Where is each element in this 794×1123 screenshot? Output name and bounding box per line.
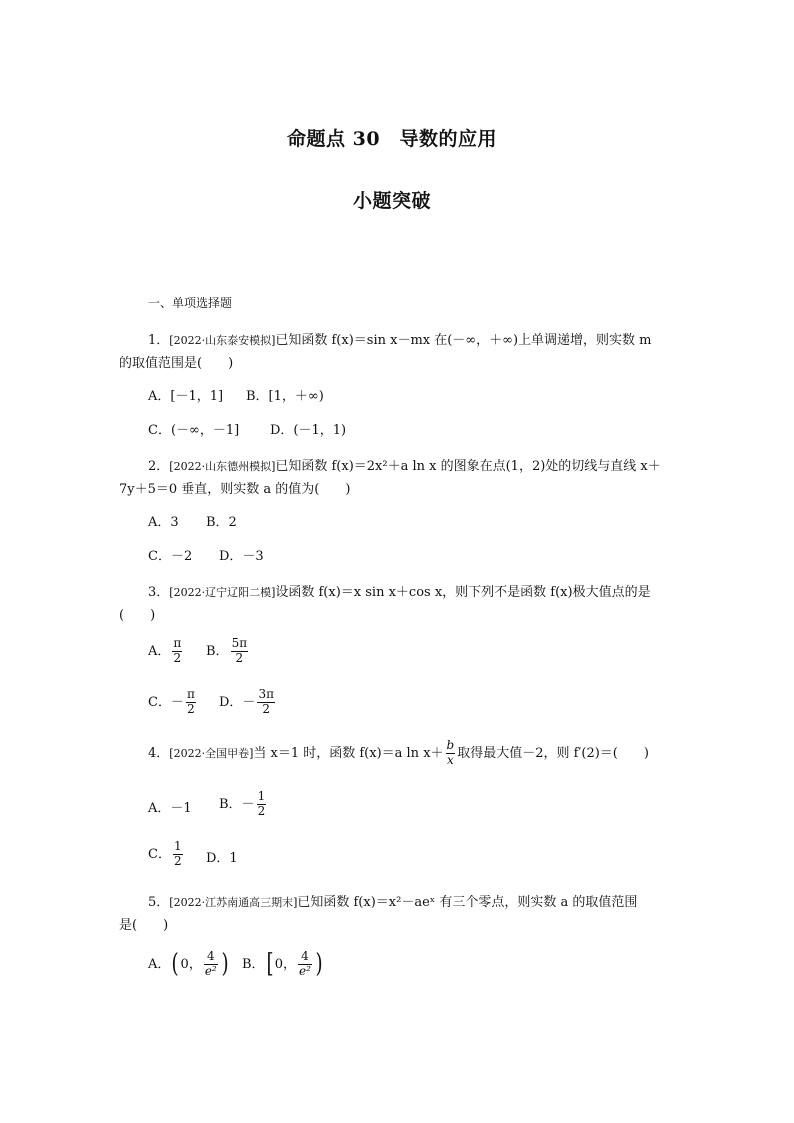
question-2-option-b: B．2: [206, 515, 237, 530]
question-4-text-post: 取得最大值－2，则 f′(2)＝( ): [457, 745, 649, 761]
question-1-number: 1．: [148, 333, 170, 348]
question-2-source: [2022·山东德州模拟]: [169, 460, 276, 473]
question-5: [148, 896, 637, 909]
question-5-option-a-left-bracket: (: [171, 949, 180, 980]
question-3-line1: 设函数 f(x)＝x sin x＋cos x，则下列不是函数 f(x)极大值点的是: [275, 585, 651, 600]
question-3-option-b: [206, 637, 250, 666]
question-3-option-a: [148, 637, 184, 666]
question-4-option-d: D．1: [206, 851, 238, 866]
question-3-option-b-label: B．: [206, 643, 229, 659]
question-4-text-pre: 当 x＝1 时，函数 f(x)＝a ln x＋: [253, 745, 444, 761]
question-5-option-a-fraction: $\frac{4}{\text{e²}}$: [204, 949, 217, 978]
question-3-option-c-fraction: $\frac{\pi}{2}$: [186, 687, 195, 716]
question-3-option-d-fraction: $\frac{3\pi}{2}$: [258, 687, 274, 716]
question-2-option-a: A．3: [148, 515, 179, 530]
question-5-option-b: [242, 950, 324, 979]
question-2-line2: 7y＋5＝0 垂直，则实数 a 的值为( ): [119, 482, 351, 497]
question-5-line1: 已知函数 f(x)＝x²－aeˣ 有三个零点，则实数 a 的取值范围: [297, 895, 638, 910]
question-3-number: 3．: [148, 585, 170, 600]
question-5-option-a-label: A．: [148, 956, 171, 972]
question-3-option-d: [219, 688, 277, 717]
question-5-option-a-right-bracket: ): [221, 949, 229, 980]
question-4-option-c-label: C．: [148, 846, 171, 862]
question-2-option-d: D．－3: [219, 549, 264, 564]
question-1-option-a: A．[－1，1]: [148, 389, 224, 404]
question-4-number: 4．: [148, 745, 170, 761]
question-5-option-b-zero: 0，: [274, 956, 296, 972]
question-3-option-d-label: D．－: [219, 694, 256, 710]
question-3: [148, 586, 651, 599]
question-3-option-c-label: C．－: [148, 694, 184, 710]
question-4-source: [2022·全国甲卷]: [169, 746, 254, 760]
question-3-option-b-fraction: $\frac{5\pi}{2}$: [231, 636, 248, 665]
question-4: [148, 739, 649, 768]
question-4-fraction: $\frac{b}{x}$: [446, 738, 455, 767]
question-3-option-c: [148, 688, 198, 717]
question-4-option-b-fraction: $\frac{1}{2}$: [257, 789, 266, 818]
question-1: [148, 334, 652, 347]
question-5-number: 5．: [148, 895, 170, 910]
question-3-source: [2022·辽宁辽阳二模]: [169, 586, 276, 599]
question-3-option-a-fraction: $\frac{\pi}{2}$: [173, 636, 182, 665]
question-1-option-c: C．(－∞，－1]: [148, 423, 240, 438]
question-1-option-d: D．(－1，1): [270, 423, 347, 438]
question-2-line1: 已知函数 f(x)＝2x²＋a ln x 的图象在点(1，2)处的切线与直线 x＋: [275, 459, 661, 474]
question-4-option-a: A．－1: [148, 801, 192, 816]
question-1-line1: 已知函数 f(x)＝sin x－mx 在(－∞，＋∞)上单调递增，则实数 m: [275, 333, 652, 348]
question-3-line2: ( ): [119, 608, 156, 623]
question-5-option-a-zero: 0，: [180, 956, 202, 972]
question-1-source: [2022·山东泰安模拟]: [169, 334, 276, 347]
question-5-option-b-label: B．: [242, 956, 265, 972]
section-label: 一、单项选择题: [148, 296, 233, 310]
question-5-option-b-fraction: $\frac{4}{\text{e²}}$: [299, 949, 311, 978]
question-5-option-b-left-bracket: [: [266, 949, 274, 980]
question-5-line2: 是( ): [119, 918, 169, 933]
page-subtitle: 小题突破: [353, 190, 432, 212]
question-5-option-a: [148, 950, 230, 979]
question-3-option-a-label: A．: [148, 643, 171, 659]
question-2: [148, 460, 661, 473]
question-4-option-b-label: B．－: [219, 796, 255, 812]
question-2-number: 2．: [148, 459, 170, 474]
question-1-option-b: B．[1，＋∞): [246, 389, 324, 404]
page-title: 命题点 30 导数的应用: [287, 128, 498, 150]
question-4-option-b: [219, 790, 268, 819]
question-5-source: [2022·江苏南通高三期末]: [169, 896, 298, 909]
question-4-option-c: [148, 840, 185, 869]
question-2-option-c: C．－2: [148, 549, 193, 564]
question-5-option-b-right-bracket: ): [315, 949, 323, 980]
question-4-option-c-fraction: $\frac{1}{2}$: [173, 839, 182, 868]
question-1-line2: 的取值范围是( ): [119, 356, 234, 371]
